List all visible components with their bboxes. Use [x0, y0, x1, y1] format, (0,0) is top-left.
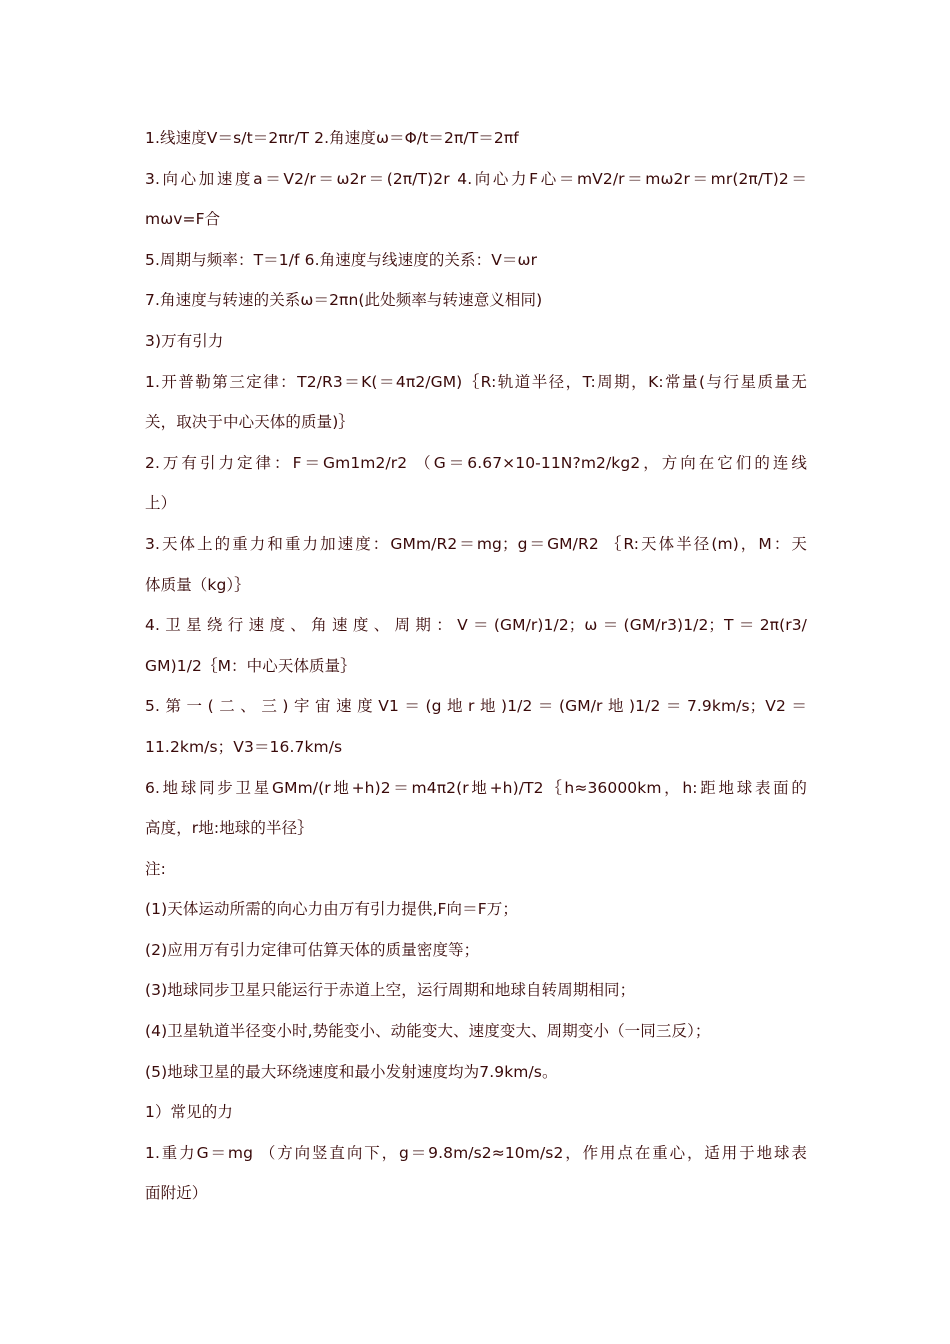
text-line: 4.卫星绕行速度、角速度、周期：V＝(GM/r)1/2；ω＝(GM/r3)1/2；T＝2π(r3/: [145, 616, 807, 635]
text-line: mωv=F合: [145, 210, 221, 229]
text-line: (1)天体运动所需的向心力由万有引力提供,F向＝F万；: [145, 900, 518, 919]
text-line: 5.第一(二、三)宇宙速度V1＝(g地r地)1/2＝(GM/r地)1/2＝7.9km/s；V2＝: [145, 697, 807, 716]
text-line: 面附近）: [145, 1184, 208, 1203]
text-line: 上）: [145, 494, 177, 513]
text-line: GM)1/2｛M：中心天体质量｝: [145, 656, 356, 675]
text-line: (2)应用万有引力定律可估算天体的质量密度等；: [145, 940, 480, 959]
text-line: 3.向心加速度a＝V2/r＝ω2r＝(2π/T)2r 4.向心力F心＝mV2/r＝mω2r＝mr(2π/T)2＝: [145, 169, 807, 188]
text-line: 3.天体上的重力和重力加速度：GMm/R2＝mg；g＝GM/R2 ｛R:天体半径(m)，M：天: [145, 534, 807, 553]
text-line: 11.2km/s；V3＝16.7km/s: [145, 737, 343, 756]
document-body: [145, 118, 807, 1214]
text-line: 注:: [145, 859, 166, 878]
text-line: 1.重力G＝mg （方向竖直向下，g＝9.8m/s2≈10m/s2，作用点在重心，适用于地球表: [145, 1143, 807, 1162]
text-line: 1）常见的力: [145, 1103, 233, 1122]
text-line: 6.地球同步卫星GMm/(r地+h)2＝m4π2(r地+h)/T2｛h≈36000km，h:距地球表面的: [145, 778, 807, 797]
text-line: 体质量（kg）｝: [145, 575, 250, 594]
text-line: 7.角速度与转速的关系ω＝2πn(此处频率与转速意义相同): [145, 291, 543, 310]
text-line: 5.周期与频率：T＝1/f 6.角速度与线速度的关系：V＝ωr: [145, 250, 538, 269]
text-line: (3)地球同步卫星只能运行于赤道上空，运行周期和地球自转周期相同；: [145, 981, 636, 1000]
text-line: (5)地球卫星的最大环绕速度和最小发射速度均为7.9km/s。: [145, 1062, 558, 1081]
text-line: 1.开普勒第三定律：T2/R3＝K(＝4π2/GM)｛R:轨道半径，T:周期，K:常量(与行星质量无: [145, 372, 807, 391]
text-line: 关，取决于中心天体的质量)｝: [145, 413, 354, 432]
text-line: 3)万有引力: [145, 331, 224, 350]
text-line: 高度，r地:地球的半径｝: [145, 819, 313, 838]
text-line: (4)卫星轨道半径变小时,势能变小、动能变大、速度变大、周期变小（一同三反）；: [145, 1022, 711, 1041]
text-line: 1.线速度V＝s/t＝2πr/T 2.角速度ω＝Φ/t＝2π/T＝2πf: [145, 129, 519, 147]
text-line: 2.万有引力定律：F＝Gm1m2/r2 （G＝6.67×10-11N?m2/kg2，方向在它们的连线: [145, 453, 807, 472]
